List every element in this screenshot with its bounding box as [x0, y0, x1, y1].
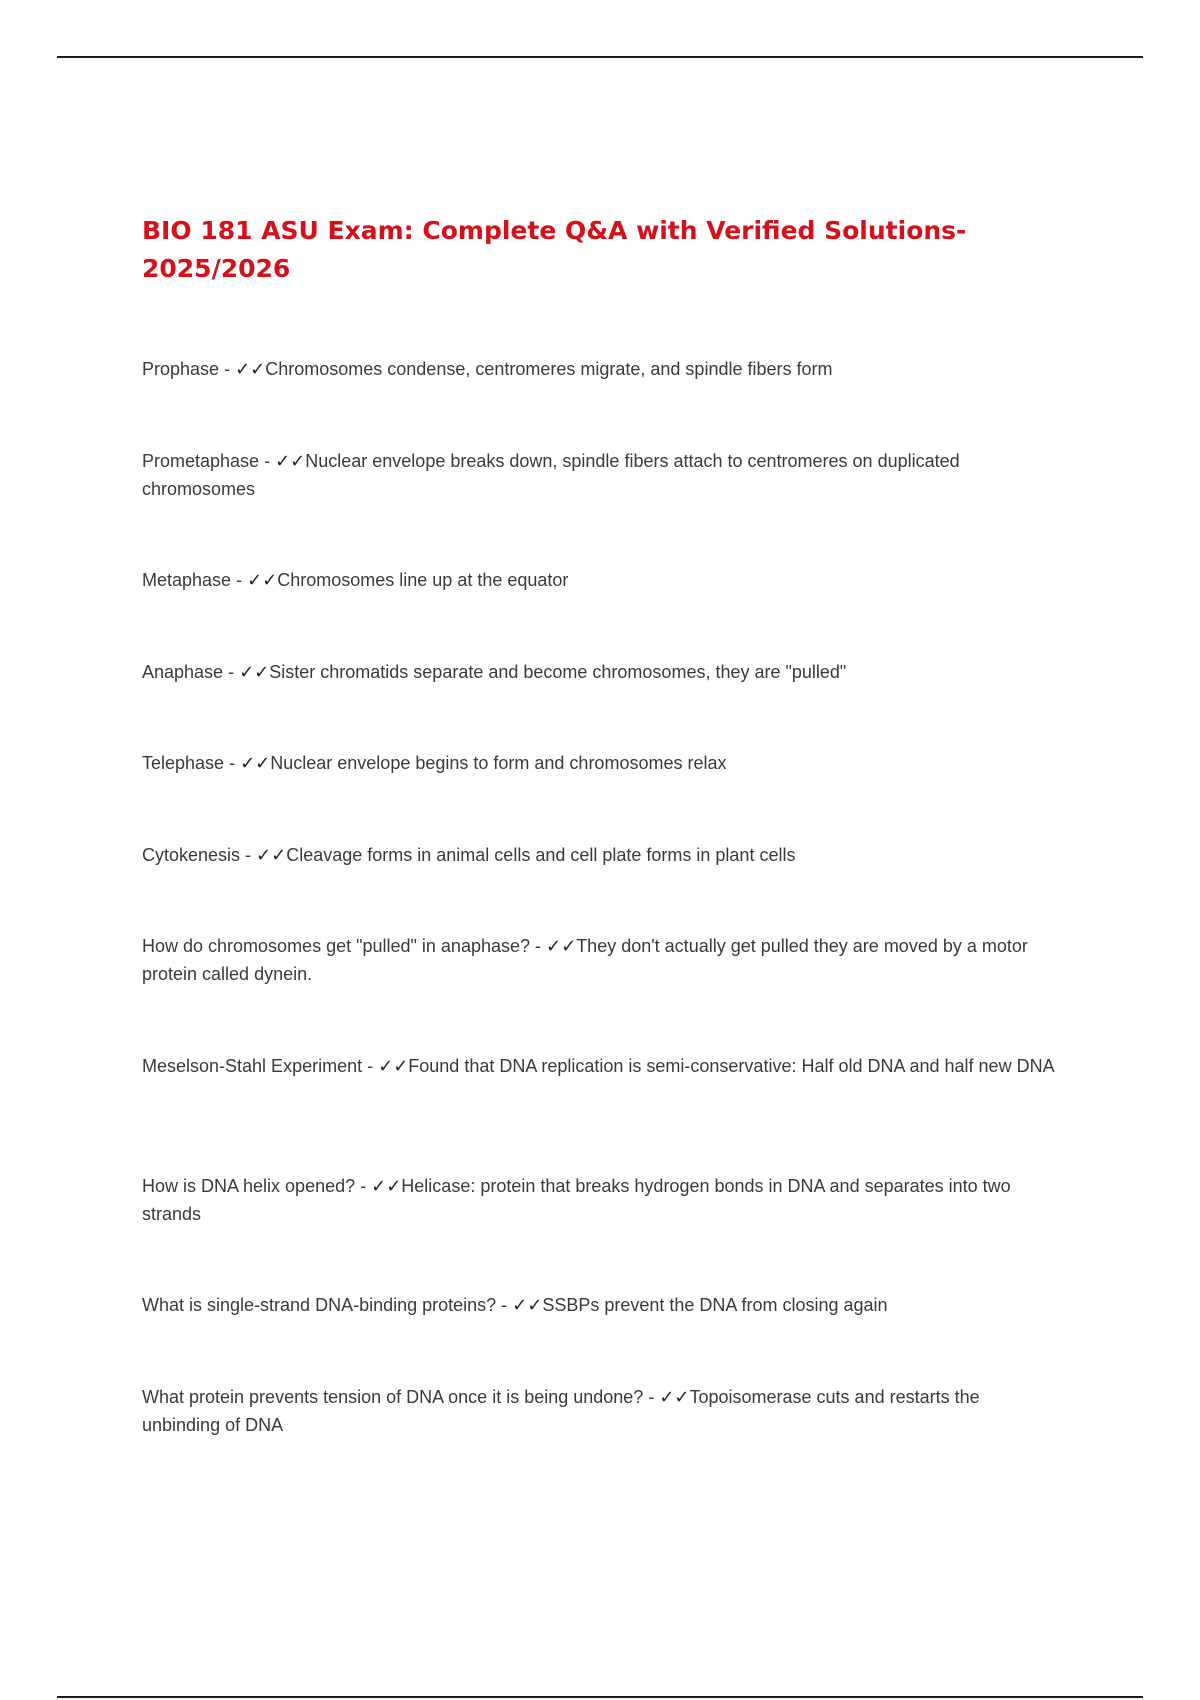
qa-question: Anaphase	[142, 662, 224, 682]
qa-answer: They don't actually get pulled they are moved by a motor protein called dynein.	[142, 936, 1028, 984]
qa-item	[142, 447, 1062, 503]
qa-item	[142, 658, 1062, 686]
qa-separator: -	[223, 662, 240, 682]
double-check-icon: ✓✓	[659, 1387, 690, 1407]
qa-separator: -	[240, 845, 257, 865]
qa-item	[142, 749, 1062, 777]
double-check-icon: ✓✓	[256, 845, 287, 865]
qa-question: Meselson-Stahl Experiment	[142, 1056, 363, 1076]
double-check-icon: ✓✓	[235, 359, 266, 379]
double-check-icon: ✓✓	[371, 1176, 402, 1196]
qa-answer: Found that DNA replication is semi-conservative: Half old DNA and half new DNA	[408, 1056, 1055, 1076]
qa-item	[142, 1291, 1062, 1319]
qa-answer: Nuclear envelope begins to form and chromosomes relax	[270, 753, 727, 773]
qa-answer: Helicase: protein that breaks hydrogen bonds in DNA and separates into two strands	[142, 1176, 1011, 1224]
double-check-icon: ✓✓	[239, 662, 270, 682]
qa-question: Metaphase	[142, 570, 232, 590]
qa-question: What is single-strand DNA-binding proteins?	[142, 1295, 497, 1315]
qa-answer: Chromosomes line up at the equator	[277, 570, 569, 590]
qa-separator: -	[355, 1176, 372, 1196]
qa-separator: -	[643, 1387, 660, 1407]
qa-separator: -	[231, 570, 248, 590]
qa-answer: Nuclear envelope breaks down, spindle fibers attach to centromeres on duplicated chromosomes	[142, 451, 960, 499]
document-title: BIO 181 ASU Exam: Complete Q&A with Verified Solutions-2025/2026	[142, 216, 967, 283]
double-check-icon: ✓✓	[546, 936, 577, 956]
qa-question: Prometaphase	[142, 451, 260, 471]
qa-answer: Cleavage forms in animal cells and cell plate forms in plant cells	[286, 845, 796, 865]
double-check-icon: ✓✓	[512, 1295, 543, 1315]
qa-item	[142, 1383, 1062, 1439]
qa-question: What protein prevents tension of DNA once it is being undone?	[142, 1387, 644, 1407]
top-divider	[57, 56, 1143, 58]
double-check-icon: ✓✓	[378, 1056, 409, 1076]
bottom-divider	[57, 1696, 1143, 1698]
qa-item	[142, 932, 1062, 988]
qa-item	[142, 566, 1062, 594]
qa-question: Telephase	[142, 753, 225, 773]
double-check-icon: ✓✓	[247, 570, 278, 590]
qa-question: Prophase	[142, 359, 220, 379]
qa-separator: -	[219, 359, 236, 379]
document-body	[142, 212, 1062, 1435]
double-check-icon: ✓✓	[240, 753, 271, 773]
qa-answer: Topoisomerase cuts and restarts the unbinding of DNA	[142, 1387, 980, 1435]
qa-separator: -	[530, 936, 547, 956]
qa-item	[142, 1052, 1062, 1080]
qa-separator: -	[259, 451, 276, 471]
qa-separator: -	[224, 753, 241, 773]
qa-question: How do chromosomes get "pulled" in anaphase?	[142, 936, 531, 956]
qa-separator: -	[496, 1295, 513, 1315]
qa-answer: Sister chromatids separate and become chromosomes, they are "pulled"	[269, 662, 847, 682]
double-check-icon: ✓✓	[275, 451, 306, 471]
qa-question: How is DNA helix opened?	[142, 1176, 356, 1196]
qa-item	[142, 355, 1062, 383]
qa-question: Cytokenesis	[142, 845, 241, 865]
qa-item	[142, 841, 1062, 869]
qa-answer: Chromosomes condense, centromeres migrate, and spindle fibers form	[265, 359, 833, 379]
qa-answer: SSBPs prevent the DNA from closing again	[542, 1295, 888, 1315]
qa-item	[142, 1172, 1062, 1228]
qa-separator: -	[362, 1056, 379, 1076]
